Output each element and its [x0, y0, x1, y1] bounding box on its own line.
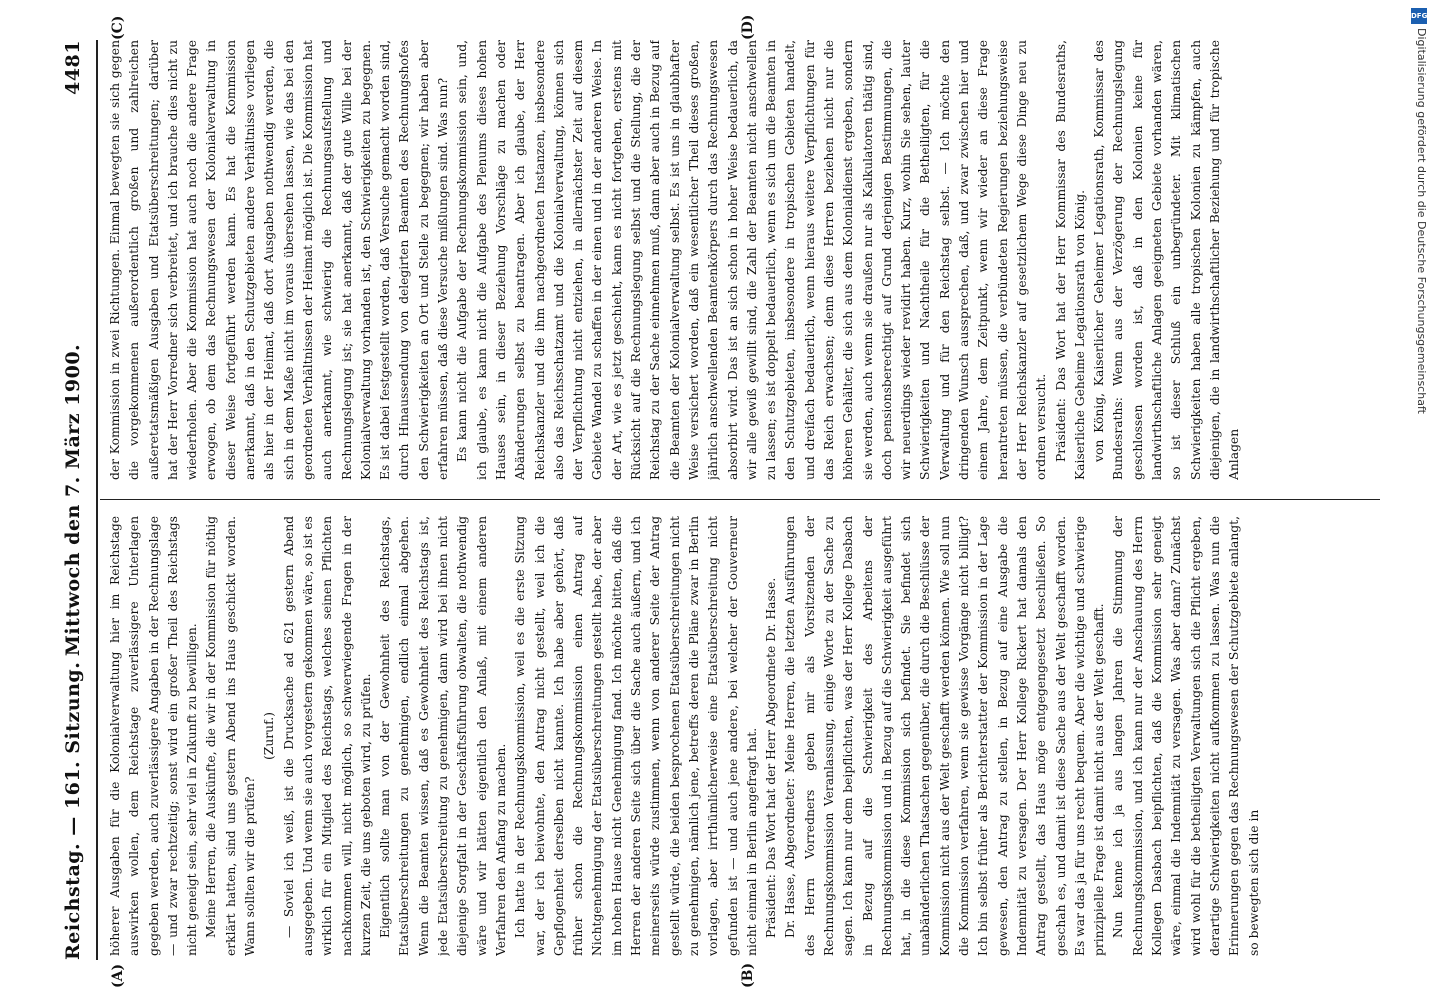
page-number: 4481: [62, 40, 84, 95]
header-rule: [96, 40, 98, 960]
column-divider: [100, 499, 1380, 500]
left-column: [106, 516, 1376, 956]
margin-marker-b: (B): [740, 962, 756, 988]
header-session: Reichstag. — 161. Sitzung.: [62, 661, 84, 960]
paragraph: Ich hatte in der Rechnungskommission, weil es die erste Sitzung war, der ich beiwohnte, den Antrag nicht gestellt, weil ich die Gepflogenheit derselben nicht kannte. Ich habe aber gehört, daß früher schon die Rechnungskommission einen Antrag auf Nichtgenehmigung der Etatsüberschreitungen gestellt habe, der aber im hohen Hause nicht Genehmigung fand. Ich möchte bitten, daß die Herren der anderen Seite sich über die Sache auch äußern, und ich meinerseits würde zustimmen, wenn von anderer Seite der Antrag gestellt würde, die beiden besprochenen Etatsüberschreitungen nicht zu genehmigen, nämlich jene, betreffs deren die Pläne zwar in Berlin vorlagen, aber irrthümlicherweise eine Etatsüberschreitung nicht gefunden ist — und auch jene andere, bei welcher der Gouverneur nicht einmal in Berlin angefragt hat.: [513, 516, 759, 956]
document-page: [40, 0, 1400, 1000]
paragraph: Es kann nicht die Aufgabe der Rechnungskommission sein, und, ich glaube, es kann nicht die Aufgabe des Plenums dieses hohen Hauses sein, in dieser Beziehung Vorschläge zu machen oder Abänderungen selbst zu beantragen. Aber ich glaube, der Herr Reichskanzler und die ihm nachgeordneten Instanzen, insbesondere also das Reichsschatzamt und die Kolonialverwaltung, können sich der Verpflichtung nicht entziehen, in allernächster Zeit auf diesem Gebiete Wandel zu schaffen in der einen und in der anderen Weise. In der Art, wie es jetzt geschieht, kann es nicht fortgehen, erstens mit Rücksicht auf die Rechnungslegung selbst und die Stellung, die der Reichstag zu der Sache einnehmen muß, dann aber auch in Bezug auf die Beamten der Kolonialverwaltung selbst. Es ist uns in glaubhafter Weise versichert worden, daß ein wesentlicher Theil dieses großen, jährlich anschwellenden Beamtenkörpers durch das Rechnungswesen absorbirt wird. Das ist an sich schon in hoher Weise bedauerlich, da wir alle gewiß gewillt sind, die Zahl der Beamten nicht anschwellen zu lassen; es ist doppelt bedauerlich, wenn es sich um die Beamten in den Schutzgebieten, insbesondere in tropischen Gebieten handelt, und dreifach bedauerlich, wenn hieraus weitere Verpflichtungen für das Reich erwachsen; denn diese Herren beziehen nicht nur die höheren Gehälter, die sich aus dem Kolonialdienst ergeben, sondern sie werden, auch wenn sie draußen nur als Kalkulatoren thätig sind, doch pensionsberechtigt auf Grund derjenigen Bestimmungen, die wir neuerdings wieder revidirt haben. Kurz, wohin Sie sehen, lauter Schwierigkeiten und Nachtheile für die Betheiligten, für die Verwaltung und für den Reichstag selbst. — Ich möchte den dringenden Wunsch aussprechen, daß, und zwar zwischen hier und einem Jahre, dem Zeitpunkt, wenn wir wieder an diese Frage herantreten müssen, die verbündeten Regierungen beziehungsweise der Herr Reichskanzler auf gesetzlichem Wege diese Dinge neu zu ordnen versucht.: [455, 40, 1049, 480]
paragraph: — Soviel ich weiß, ist die Drucksache ad 621 gestern Abend ausgegeben. Und wenn sie auch vorgestern gekommen wäre, so ist es wirklich für ein Mitglied des Reichstags, welches seinen Pflichten nachkommen will, nicht möglich, so schwerwiegende Fragen in der kurzen Zeit, die uns geboten wird, zu prüfen.: [281, 516, 373, 956]
paragraph: Meine Herren, die Auskünfte, die wir in der Kommission für nöthig erklärt hatten, sind uns gestern Abend ins Haus geschickt worden. Wann sollten wir die prüfen?: [204, 516, 258, 956]
paragraph: Nun kenne ich ja aus langen Jahren die Stimmung der Rechnungskommission, und ich kann nur der Anschauung des Herrn Kollegen Dasbach beipflichten, daß die Kommission sehr geneigt wäre, einmal die Indemnität zu versagen. Was aber dann? Zunächst wird wohl für die betheiligten Verwaltungen sich die Pflicht ergeben, derartige Schwierigkeiten nicht aufkommen zu lassen. Was nun die Erinnerungen gegen das Rechnungswesen der Schutzgebiete anlangt, so bewegten sich die in: [1111, 516, 1261, 956]
header-date: Mittwoch den 7. März 1900.: [62, 343, 84, 657]
margin-marker-c: (C): [110, 15, 126, 40]
interjection: (Zuruf.): [262, 712, 277, 760]
watermark-text: Digitalisierung gefördert durch die Deutsche Forschungsgemeinschaft: [1415, 28, 1428, 414]
right-column: [106, 40, 1376, 480]
paragraph: Eigentlich sollte man von der Gewohnheit des Reichstags, Etatsüberschreitungen zu genehmigen, endlich einmal abgehen. Wenn die Beamten wissen, daß es Gewohnheit des Reichstags ist, jede Etatsüberschreitung zu genehmigen, dann wird bei ihnen nicht diejenige Sorgfalt in der Geschäftsführung obwalten, die nothwendig wäre und wir hätten eigentlich den Anlaß, mit einem anderen Verfahren den Anfang zu machen.: [378, 516, 508, 956]
speaker-paragraph: Dr. Hasse, Abgeordneter: Meine Herren, die letzten Ausführungen des Herrn Vorredners geben mir als Vorsitzenden der Rechnungskommission Veranlassung, einige Worte zu der Sache zu sagen. Ich kann nur dem beipflichten, was der Herr Kollege Dasbach in Bezug auf die Schwierigkeit des Arbeitens der Rechnungskommission und in Bezug auf die Schwierigkeit ausgeführt hat, in die diese Kommission sich befindet. Sie befindet sich unabänderlichen Thatsachen gegenüber, die durch die Beschlüsse der Kommission nicht aus der Welt geschafft werden können. Wie soll nun die Kommission verfahren, wenn sie gewisse Vorgänge nicht billigt? Ich bin selbst früher als Berichterstatter der Kommission in der Lage gewesen, den Antrag zu stellen, in Bezug auf eine Ausgabe die Indemnität zu versagen. Der Herr Kollege Rickert hat damals den Antrag gestellt, das Haus möge entgegengesetzt beschließen. So geschah es, und damit ist diese Sache aus der Welt geschafft worden. Es war das ja für uns recht bequem. Aber die wichtige und schwierige prinzipielle Frage ist damit nicht aus der Welt geschafft.: [783, 516, 1107, 956]
speaker-paragraph: von König, Kaiserlicher Geheimer Legationsrath, Kommissar des Bundesraths: Wenn aus der Verzögerung der Rechnungslegung geschlossen worden ist, daß in den Kolonien keine für landwirthschaftliche Anlagen geeigneten Gebiete vorhanden wären, so ist dieser Schluß ein unbegründeter. Mit klimatischen Schwierigkeiten haben alle tropischen Kolonien zu kämpfen, auch diejenigen, die in landwirthschaftlicher Beziehung und für tropische Anlagen: [1092, 40, 1242, 480]
paragraph: der Kommission in zwei Richtungen. Einmal bewegten sie sich gegen die vorgekommenen außerordentlich großen und zahlreichen außeretatsmäßigen Ausgaben und Etatsüberschreitungen; darüber hat der Herr Vorredner sich verbreitet, und ich brauche dies nicht zu wiederholen. Aber die Kommission hat auch noch die andere Frage erwogen, ob dem das Rechnungswesen der Kolonialverwaltung in dieser Weise fortgeführt werden kann. Es hat die Kommission anerkannt, daß in den Schutzgebieten andere Verhältnisse vorliegen als hier in der Heimat, daß dort Ausgaben nothwendig werden, die sich in dem Maße nicht im voraus übersehen lassen, wie das bei den geordneten Verhältnissen der Heimat möglich ist. Die Kommission hat auch anerkannt, wie schwierig die Rechnungsaufstellung und Rechnungslegung ist; sie hat anerkannt, daß der gute Wille bei der Kolonialverwaltung vorhanden ist, den Schwierigkeiten zu begegnen. Es ist dabei festgestellt worden, daß Versuche gemacht worden sind, durch Hinaussendung von delegirten Beamten des Rechnungshofes den Schwierigkeiten an Ort und Stelle zu begegnen; wir haben aber erfahren müssen, daß diese Versuche mißlungen sind. Was nun?: [108, 40, 451, 480]
dfg-logo: DFG: [1411, 8, 1427, 24]
speaker-paragraph: Präsident: Das Wort hat der Herr Kommissar des Bundesraths, Kaiserliche Geheime Legationsrath von König.: [1053, 40, 1087, 480]
digitization-watermark: [1406, 6, 1432, 426]
speaker-paragraph: Präsident: Das Wort hat der Herr Abgeordnete Dr. Hasse.: [764, 577, 779, 938]
margin-marker-d: (D): [740, 14, 756, 40]
paragraph: höherer Ausgaben für die Kolonialverwaltung hier im Reichstage auswirken wollen, dem Reichstage zuverlässigere Unterlagen gegeben werden, auch zuverlässigere Angaben in der Rechnungslage — und zwar rechtzeitig; sonst wird ein großer Theil des Reichstags nicht geneigt sein, sehr viel in Zukunft zu bewilligen.: [108, 516, 200, 956]
running-header: [62, 40, 92, 960]
margin-marker-a: (A): [110, 963, 126, 988]
